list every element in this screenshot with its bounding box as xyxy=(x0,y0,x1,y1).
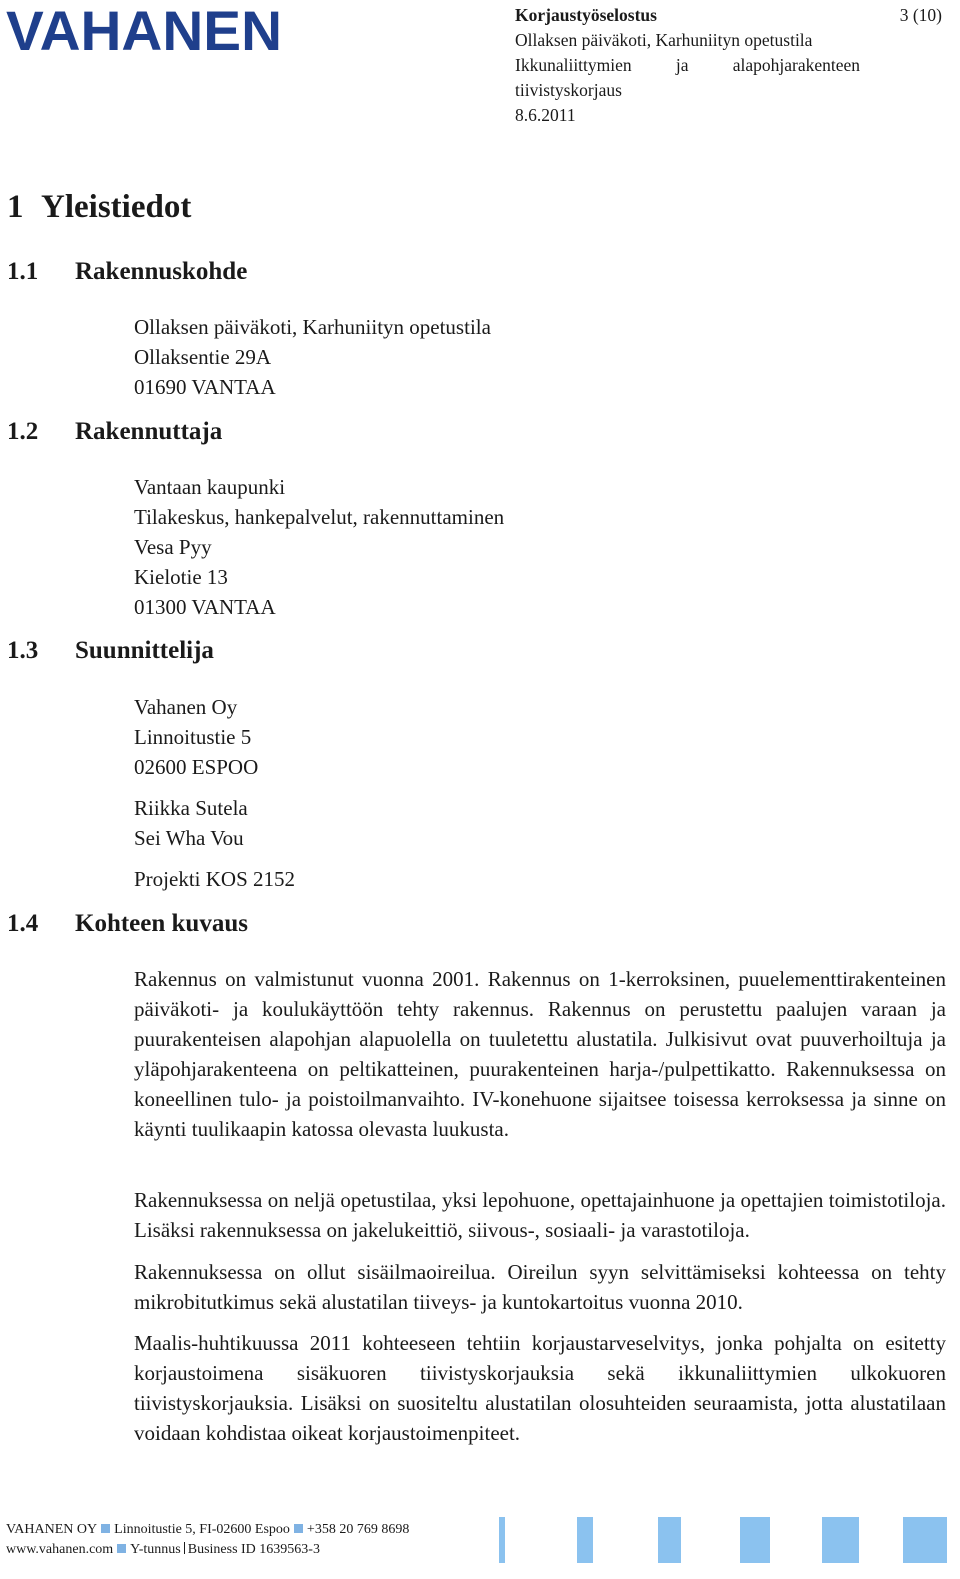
footer-decorative-bars xyxy=(495,1517,955,1563)
description-paragraph-1: Rakennus on valmistunut vuonna 2001. Rakennus on 1-kerroksinen, puuelementtirakenteinen päiväkoti- ja koulukäyttöön tehty rakennus. Rakennus on perustettu paalujen varaan ja puurakenteisen alapohjan alapuolella on tuuletettu alustatila. Julkisivut ovat puuverhoiltuja ja yläpohjarakenteena on peltikatteinen, puurakenteinen harja-/pulpettikatto. Rakennuksessa on koneellinen tulo- ja poistoilmanvaihto. IV-konehuone sijaitsee toisessa kerroksessa ja sinne on käynti tuulikaapin katossa olevasta luukusta. xyxy=(134,967,946,1141)
rakennuskohde-address xyxy=(134,312,491,402)
person-name: Riikka Sutela xyxy=(134,796,248,820)
document-header xyxy=(515,3,860,128)
footer-phone: +358 20 769 8698 xyxy=(306,1522,410,1537)
section-heading-yleistiedot xyxy=(7,186,191,228)
document-date: 8.6.2011 xyxy=(515,105,576,125)
footer-line-1 xyxy=(6,1520,409,1540)
subsection-number: 1.3 xyxy=(7,637,39,664)
vahanen-logo-graphic xyxy=(6,2,286,58)
decorative-bar xyxy=(658,1517,681,1563)
address-line: Vahanen Oy xyxy=(134,695,238,719)
logo-wordmark: VAHANEN xyxy=(6,2,282,58)
address-line: 02600 ESPOO xyxy=(134,755,259,779)
rakennuttaja-address xyxy=(134,472,504,622)
decorative-bar xyxy=(740,1517,770,1563)
decorative-bar xyxy=(903,1517,947,1563)
project-number xyxy=(134,864,295,894)
subsection-heading-rakennuttaja xyxy=(7,416,222,448)
square-bullet-icon xyxy=(117,1544,126,1553)
separator-bar xyxy=(184,1542,185,1554)
subsection-title: Kohteen kuvaus xyxy=(75,910,248,937)
subsection-title: Suunnittelija xyxy=(75,637,214,664)
subsection-number: 1.4 xyxy=(7,910,39,937)
address-line: 01300 VANTAA xyxy=(134,595,276,619)
footer-line-2 xyxy=(6,1540,409,1560)
subsection-title: Rakennuttaja xyxy=(75,418,223,445)
footer-address: Linnoitustie 5, FI-02600 Espoo xyxy=(114,1522,290,1537)
document-subject-line-2: Ikkunaliittymien ja alapohjarakenteen tiivistyskorjaus xyxy=(515,55,860,100)
decorative-bar xyxy=(822,1517,859,1563)
description-paragraph-2: Rakennuksessa on neljä opetustilaa, yksi lepohuone, opettajainhuone ja opettajien toimistotiloja. Lisäksi rakennuksessa on jakelukeittiö, siivous-, sosiaali- ja varastotiloja. xyxy=(134,1188,946,1242)
subsection-number: 1.1 xyxy=(7,258,39,285)
person-name: Sei Wha Vou xyxy=(134,826,244,850)
address-line: Vantaan kaupunki xyxy=(134,475,286,499)
address-line: Ollaksentie 29A xyxy=(134,345,272,369)
subsection-title: Rakennuskohde xyxy=(75,258,248,285)
section-number: 1 xyxy=(7,189,24,225)
subsection-heading-kohteen-kuvaus xyxy=(7,908,248,940)
suunnittelija-address xyxy=(134,692,258,782)
decorative-bar xyxy=(499,1517,505,1563)
page-footer xyxy=(6,1520,409,1560)
suunnittelija-people xyxy=(134,793,248,853)
section-title: Yleistiedot xyxy=(41,189,192,225)
page-number: 3 (10) xyxy=(899,5,942,25)
square-bullet-icon xyxy=(101,1524,110,1533)
address-line: 01690 VANTAA xyxy=(134,375,276,399)
subsection-heading-rakennuskohde xyxy=(7,256,247,288)
square-bullet-icon xyxy=(294,1524,303,1533)
footer-business-id-label: Y-tunnus xyxy=(130,1542,181,1557)
document-title: Korjaustyöselostus xyxy=(515,5,657,25)
subsection-number: 1.2 xyxy=(7,418,39,445)
address-line: Kielotie 13 xyxy=(134,565,228,589)
footer-website[interactable]: www.vahanen.com xyxy=(6,1542,114,1557)
address-line: Ollaksen päiväkoti, Karhuniityn opetustila xyxy=(134,315,491,339)
footer-company: VAHANEN OY xyxy=(6,1522,98,1537)
description-paragraph-3: Rakennuksessa on ollut sisäilmaoireilua. Oireilun syyn selvittämiseksi kohteessa on tehty mikrobitutkimus sekä alustatilan tiiveys- ja kuntokartoitus vuonna 2010. xyxy=(134,1260,946,1314)
decorative-bar xyxy=(577,1517,593,1563)
address-line: Tilakeskus, hankepalvelut, rakennuttaminen xyxy=(134,505,505,529)
address-line: Vesa Pyy xyxy=(134,535,212,559)
description-paragraph-4: Maalis-huhtikuussa 2011 kohteeseen tehtiin korjaustarveselvitys, jonka pohjalta on esitetty korjaustoimena sisäkuoren tiivistyskorjauksia sekä ikkunaliittymien ulkokuoren tiivistyskorjauksia. Lisäksi on suositeltu alustatilan olosuhteiden seuraamista, jotta alustatilaan voidaan kohdistaa oikeat korjaustoimenpiteet. xyxy=(134,1331,946,1445)
subsection-heading-suunnittelija xyxy=(7,635,214,667)
footer-business-id: Business ID 1639563-3 xyxy=(187,1542,320,1557)
vahanen-logo xyxy=(6,2,286,58)
address-line: Linnoitustie 5 xyxy=(134,725,252,749)
document-subject-line-1: Ollaksen päiväkoti, Karhuniityn opetustila xyxy=(515,30,813,50)
project-line: Projekti KOS 2152 xyxy=(134,867,296,891)
